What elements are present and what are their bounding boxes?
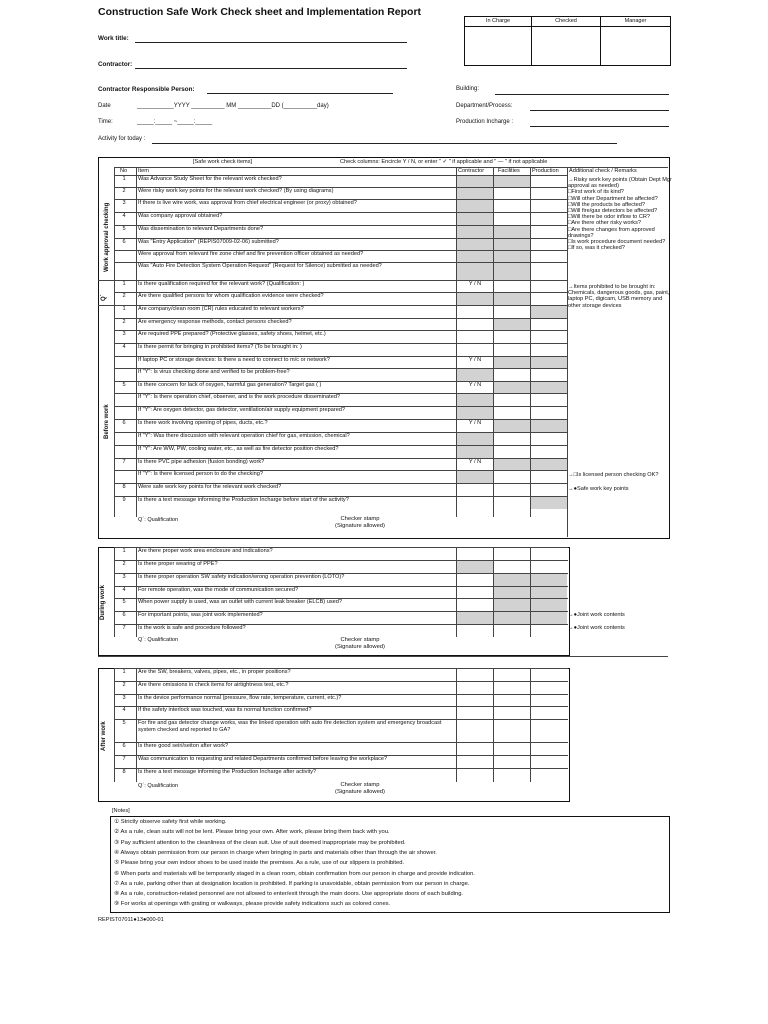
before-contractor-check-cell[interactable] xyxy=(457,331,493,343)
before-production-check-cell[interactable] xyxy=(531,471,567,483)
before-production-check-cell[interactable] xyxy=(531,176,567,187)
after-row-number: 6 xyxy=(122,743,126,749)
after-row-number: 7 xyxy=(122,756,126,762)
before-production-check-cell[interactable] xyxy=(531,497,567,509)
before-production-check-cell[interactable] xyxy=(531,213,567,225)
remarks-prohibited: →Items prohibited to be brought in: Chemicals, dangerous goods, gas, paint, laptop PC, digicam, USB memory and other storage devices xyxy=(568,284,670,309)
contractor-label: Contractor: xyxy=(98,61,133,68)
before-row-text: Were approval from relevant fire zone chief and fire prevention officer obtained as needed? xyxy=(138,251,364,257)
before-row-number: 7 xyxy=(122,459,126,465)
before-row-number: 6 xyxy=(122,420,126,426)
before-production-check-cell[interactable] xyxy=(531,226,567,238)
note-item: ⑦ As a rule, parking other than at designation location is prohibited. If parking is unavoidable, obtain permission from our person in charge. xyxy=(114,880,470,887)
during-production-check-cell[interactable] xyxy=(531,561,567,573)
before-row-text: If "Y": Is there operation chief, observer, and is the work procedure disseminated? xyxy=(138,394,341,400)
before-production-check-cell[interactable] xyxy=(531,188,567,199)
after-contractor-check-cell[interactable] xyxy=(457,769,493,781)
during-facilities-check-cell[interactable] xyxy=(494,574,530,586)
department-field[interactable] xyxy=(530,110,669,111)
notes-title: [Notes] xyxy=(112,808,130,814)
after-contractor-check-cell[interactable] xyxy=(457,695,493,706)
during-row-number: 5 xyxy=(122,599,126,605)
before-facilities-check-cell[interactable] xyxy=(494,306,530,318)
during-facilities-check-cell[interactable] xyxy=(494,599,530,611)
after-contractor-check-cell[interactable] xyxy=(457,707,493,719)
stamp-checked: Checked xyxy=(532,17,600,27)
before-facilities-check-cell[interactable] xyxy=(494,369,530,381)
during-facilities-check-cell[interactable] xyxy=(494,587,530,598)
before-facilities-check-cell[interactable] xyxy=(494,394,530,406)
during-production-check-cell[interactable] xyxy=(531,625,567,637)
before-production-check-cell[interactable] xyxy=(531,420,567,432)
after-facilities-check-cell[interactable] xyxy=(494,707,530,719)
before-row-text: If "Y": Are oxygen detector, gas detector, ventilation/air supply equipment prepared? xyxy=(138,407,346,413)
before-facilities-check-cell[interactable] xyxy=(494,331,530,343)
before-facilities-check-cell[interactable] xyxy=(494,420,530,432)
after-contractor-check-cell[interactable] xyxy=(457,669,493,681)
before-contractor-check-cell[interactable] xyxy=(457,293,493,305)
col-remarks: Additional check / Remarks xyxy=(569,168,637,174)
after-row-text: Was communication to requesting and related Departments confirmed before leaving the workplace? xyxy=(138,756,388,762)
before-facilities-check-cell[interactable] xyxy=(494,484,530,496)
time-label: Time: xyxy=(98,119,113,125)
remarks-licensed: →□Is licensed person checking OK? xyxy=(568,472,659,478)
before-contractor-check-cell[interactable] xyxy=(457,407,493,419)
before-production-check-cell[interactable] xyxy=(531,281,567,292)
section-during: During work xyxy=(100,584,106,620)
after-facilities-check-cell[interactable] xyxy=(494,743,530,755)
before-contractor-check-cell[interactable] xyxy=(457,188,493,199)
during-production-check-cell[interactable] xyxy=(531,587,567,598)
during-contractor-check-cell[interactable] xyxy=(457,599,493,611)
during-row-number: 1 xyxy=(122,548,126,554)
work-title-label: Work title: xyxy=(98,35,129,42)
before-row-number: 1 xyxy=(122,176,126,182)
before-row-text: If "Y": Are WW, PW, cooling water, etc., as well as fire detector position checked? xyxy=(138,446,339,452)
before-yes-no-selector[interactable]: Y / N xyxy=(468,382,482,388)
before-contractor-check-cell[interactable] xyxy=(457,497,493,509)
before-row-number: 2 xyxy=(122,293,126,299)
note-item: ⑧ As a rule, construction-related personnel are not allowed to enter/exit through the main doors. Use appropriate doors of each building. xyxy=(114,891,464,898)
after-row-text: Are there omissions in check items for airtightness test, etc.? xyxy=(138,682,289,688)
before-row-number: 4 xyxy=(122,344,126,350)
after-row-number: 8 xyxy=(122,769,126,775)
during-facilities-check-cell[interactable] xyxy=(494,561,530,573)
before-row-text: Were risky work key points for the relevant work checked? (By using diagrams) xyxy=(138,188,334,194)
note-item: ⑨ For works at openings with grating or walkways, please provide safety indications such as colored cones. xyxy=(114,901,391,908)
before-row-number: 5 xyxy=(122,226,126,232)
before-row-number: 2 xyxy=(122,319,126,325)
after-row-text: If the safety interlock was touched, was its normal function confirmed? xyxy=(138,707,312,713)
before-contractor-check-cell[interactable] xyxy=(457,344,493,356)
before-facilities-check-cell[interactable] xyxy=(494,357,530,368)
section-before: Before work xyxy=(104,404,110,439)
section-after: After work xyxy=(101,721,107,751)
before-facilities-check-cell[interactable] xyxy=(494,471,530,483)
note-item: ② As a rule, clean suits will not be lent. Please bring your own. After work, please bring them back with you. xyxy=(114,829,390,836)
after-row-number: 4 xyxy=(122,707,126,713)
section-qualification: Q´ xyxy=(101,294,107,301)
note-item: ③ Pay sufficient attention to the cleanliness of the clean suit. Use of suit deemed inappropriate may be prohibited. xyxy=(114,839,406,846)
qualification-note-1: Q´: Qualification xyxy=(138,517,179,523)
during-row-number: 7 xyxy=(122,625,126,631)
before-row-text: Is there qualification required for the relevant work? (Qualification: ) xyxy=(138,281,305,287)
before-row-number: 2 xyxy=(122,188,126,194)
after-contractor-check-cell[interactable] xyxy=(457,720,493,742)
before-contractor-check-cell[interactable] xyxy=(457,263,493,280)
before-yes-no-selector[interactable]: Y / N xyxy=(468,281,482,287)
before-row-number: 1 xyxy=(122,306,126,312)
before-row-text: If "Y": Was there discussion with relevant operation chief for gas, emission, chemical? xyxy=(138,433,350,439)
before-production-check-cell[interactable] xyxy=(531,369,567,381)
during-row-number: 3 xyxy=(122,574,126,580)
before-row-text: Is there work involving opening of pipes, ducts, etc.? xyxy=(138,420,268,426)
production-incharge-label: Production Incharge : xyxy=(456,119,514,125)
after-production-check-cell[interactable] xyxy=(531,720,567,742)
before-contractor-check-cell[interactable] xyxy=(457,200,493,212)
columns-caption: Check columns: Encircle Y / N, or enter " ✓ " if applicable and " — " if not applicable xyxy=(340,159,548,165)
after-row-text: Are the SW, breakers, valves, pipes, etc., in proper positions? xyxy=(138,669,291,675)
col-no: No xyxy=(120,168,128,174)
during-facilities-check-cell[interactable] xyxy=(494,625,530,637)
stamp-manager: Manager xyxy=(601,17,670,27)
before-facilities-check-cell[interactable] xyxy=(494,319,530,330)
date-label: Date xyxy=(98,103,111,109)
before-production-check-cell[interactable] xyxy=(531,263,567,280)
during-contractor-check-cell[interactable] xyxy=(457,625,493,637)
after-row-text: Is there a text message informing the Production Incharge after activity? xyxy=(138,769,317,775)
remarks-approval: →Risky work key points (Obtain Dept Mgr approval as needed) □First work of its kind? □Will other Department be affected? □Will the products be affected? □Will fire/gas detectors be affected? □Will there be odor inflow to CR? □Are there other risky works? □Are there changes from approved drawings? □Is work procedure document needed? □If so, was it checked? xyxy=(568,177,672,252)
before-row-text: If "Y": Is there licensed person to do the checking? xyxy=(138,471,263,477)
during-row-text: Are there proper work area enclosure and indications? xyxy=(138,548,273,554)
before-production-check-cell[interactable] xyxy=(531,331,567,343)
building-field[interactable] xyxy=(495,94,669,95)
qualification-note-2: Q´: Qualification xyxy=(138,637,179,643)
before-contractor-check-cell[interactable] xyxy=(457,176,493,187)
after-production-check-cell[interactable] xyxy=(531,743,567,755)
before-production-check-cell[interactable] xyxy=(531,484,567,496)
during-contractor-check-cell[interactable] xyxy=(457,574,493,586)
before-row-text: If "Y": Is virus checking done and verified to be problem-free? xyxy=(138,369,290,375)
remarks-joint-1: →●Joint work contents xyxy=(568,612,625,618)
before-production-check-cell[interactable] xyxy=(531,357,567,368)
before-row-text: Is there permit for bringing in prohibited items? (To be brought in: ) xyxy=(138,344,302,350)
before-row-text: Is there a text message informing the Production Incharge before start of the activity? xyxy=(138,497,349,503)
after-production-check-cell[interactable] xyxy=(531,756,567,768)
after-row-number: 1 xyxy=(122,669,126,675)
before-row-text: Are company/clean room (CR) rules educated to relevant workers? xyxy=(138,306,304,312)
before-production-check-cell[interactable] xyxy=(531,239,567,250)
before-row-text: Was Advance Study Sheet for the relevant work checked? xyxy=(138,176,282,182)
document-title: Construction Safe Work Check sheet and Implementation Report xyxy=(98,6,422,18)
during-contractor-check-cell[interactable] xyxy=(457,587,493,598)
before-row-number: 8 xyxy=(122,484,126,490)
before-contractor-check-cell[interactable] xyxy=(457,471,493,483)
before-facilities-check-cell[interactable] xyxy=(494,446,530,458)
col-production: Production xyxy=(532,168,559,174)
before-contractor-check-cell[interactable] xyxy=(457,213,493,225)
before-production-check-cell[interactable] xyxy=(531,344,567,356)
before-row-text: Is there PVC pipe adhesion (fusion bonding) work? xyxy=(138,459,265,465)
during-row-number: 6 xyxy=(122,612,126,618)
during-facilities-check-cell[interactable] xyxy=(494,548,530,560)
before-row-number: 3 xyxy=(122,200,126,206)
before-row-text: Are required PPE prepared? (Protective glasses, safety shoes, helmet, etc.) xyxy=(138,331,326,337)
before-facilities-check-cell[interactable] xyxy=(494,251,530,262)
before-row-text: Are emergency response methods, contact persons checked? xyxy=(138,319,292,325)
after-contractor-check-cell[interactable] xyxy=(457,682,493,694)
after-production-check-cell[interactable] xyxy=(531,695,567,706)
responsible-person-field[interactable] xyxy=(207,93,393,94)
before-production-check-cell[interactable] xyxy=(531,293,567,305)
production-incharge-field[interactable] xyxy=(530,126,669,127)
before-contractor-check-cell[interactable] xyxy=(457,226,493,238)
before-facilities-check-cell[interactable] xyxy=(494,200,530,212)
after-facilities-check-cell[interactable] xyxy=(494,682,530,694)
before-row-text: Was "Auto Fire Detection System Operation Request" (Request for Silence) submitted as needed? xyxy=(138,263,382,269)
remarks-safe-points: →●Safe work key points xyxy=(568,486,629,492)
during-contractor-check-cell[interactable] xyxy=(457,548,493,560)
before-contractor-check-cell[interactable] xyxy=(457,394,493,406)
before-row-text: If laptop PC or storage devices: Is there a need to connect to m/c or network? xyxy=(138,357,330,363)
before-row-number: 1 xyxy=(122,281,126,287)
before-production-check-cell[interactable] xyxy=(531,459,567,470)
time-field[interactable]: _____:_____ ~_____:_____ xyxy=(137,119,213,125)
before-row-text: Is there concern for lack of oxygen, harmful gas generation? Target gas ( ) xyxy=(138,382,322,388)
notes-box xyxy=(110,816,670,913)
before-row-text: Are there qualified persons for whom qualification evidence were checked? xyxy=(138,293,324,299)
after-contractor-check-cell[interactable] xyxy=(457,743,493,755)
after-row-text: For fire and gas detector change works, was the linked operation with auto fire detection system and emergency broadcast system checked and reported to GA? xyxy=(138,720,442,733)
before-row-text: If there is live wire work, was approval from chief electrical engineer (or proxy) obtained? xyxy=(138,200,357,206)
before-row-text: Were safe work key points for the relevant work checked? xyxy=(138,484,282,490)
before-production-check-cell[interactable] xyxy=(531,251,567,262)
before-facilities-check-cell[interactable] xyxy=(494,213,530,225)
before-contractor-check-cell[interactable] xyxy=(457,484,493,496)
before-production-check-cell[interactable] xyxy=(531,382,567,393)
before-facilities-check-cell[interactable] xyxy=(494,382,530,393)
remarks-joint-2: →●Joint work contents xyxy=(568,625,625,631)
during-row-number: 4 xyxy=(122,587,126,593)
checker-stamp-2: Checker stamp (Signature allowed) xyxy=(335,637,385,650)
before-contractor-check-cell[interactable] xyxy=(457,319,493,330)
after-production-check-cell[interactable] xyxy=(531,769,567,781)
document-code: REPIST07011●13●000-01 xyxy=(98,917,164,923)
stamp-in-charge: In Charge xyxy=(465,17,531,27)
before-production-check-cell[interactable] xyxy=(531,446,567,458)
before-yes-no-selector[interactable]: Y / N xyxy=(468,420,482,426)
during-facilities-check-cell[interactable] xyxy=(494,612,530,624)
after-production-check-cell[interactable] xyxy=(531,682,567,694)
before-facilities-check-cell[interactable] xyxy=(494,497,530,509)
before-row-number: 3 xyxy=(122,331,126,337)
after-row-text: Is there good seiri/seiton after work? xyxy=(138,743,229,749)
during-contractor-check-cell[interactable] xyxy=(457,561,493,573)
qualification-note-3: Q´: Qualification xyxy=(138,783,179,789)
after-facilities-check-cell[interactable] xyxy=(494,769,530,781)
during-row-text: For remote operation, was the mode of communication secured? xyxy=(138,587,299,593)
before-production-check-cell[interactable] xyxy=(531,433,567,445)
checker-stamp-3: Checker stamp (Signature allowed) xyxy=(335,782,385,795)
during-production-check-cell[interactable] xyxy=(531,574,567,586)
before-contractor-check-cell[interactable] xyxy=(457,306,493,318)
before-production-check-cell[interactable] xyxy=(531,394,567,406)
contractor-field[interactable] xyxy=(135,68,407,69)
section-approval: Work approval checking xyxy=(104,202,110,272)
before-row-number: 5 xyxy=(122,382,126,388)
before-row-text: Was "Entry Application" (REPIS07009-02-06) submitted? xyxy=(138,239,279,245)
after-facilities-check-cell[interactable] xyxy=(494,720,530,742)
responsible-person-label: Contractor Responsible Person: xyxy=(98,86,195,93)
department-label: Department/Process: xyxy=(456,103,513,109)
after-facilities-check-cell[interactable] xyxy=(494,756,530,768)
after-row-number: 5 xyxy=(122,720,126,726)
before-facilities-check-cell[interactable] xyxy=(494,459,530,470)
during-row-text: When power supply is used, was an outlet with current leak breaker (ELCB) used? xyxy=(138,599,342,605)
after-production-check-cell[interactable] xyxy=(531,707,567,719)
before-contractor-check-cell[interactable] xyxy=(457,239,493,250)
during-row-text: Is the work is safe and procedure followed? xyxy=(138,625,246,631)
after-row-number: 3 xyxy=(122,695,126,701)
after-production-check-cell[interactable] xyxy=(531,669,567,681)
during-row-text: Is there proper wearing of PPE? xyxy=(138,561,218,567)
checker-stamp-1: Checker stamp (Signature allowed) xyxy=(335,516,385,529)
before-facilities-check-cell[interactable] xyxy=(494,293,530,305)
before-contractor-check-cell[interactable] xyxy=(457,433,493,445)
during-row-number: 2 xyxy=(122,561,126,567)
before-production-check-cell[interactable] xyxy=(531,319,567,330)
after-facilities-check-cell[interactable] xyxy=(494,669,530,681)
col-contractor: Contractor xyxy=(458,168,485,174)
before-facilities-check-cell[interactable] xyxy=(494,407,530,419)
before-row-number: 6 xyxy=(122,239,126,245)
before-row-number: 4 xyxy=(122,213,126,219)
before-production-check-cell[interactable] xyxy=(531,407,567,419)
during-production-check-cell[interactable] xyxy=(531,548,567,560)
approval-stamp-boxes xyxy=(464,16,671,66)
during-contractor-check-cell[interactable] xyxy=(457,612,493,624)
note-item: ⑤ Please bring your own indoor shoes to be used inside the premises. As a rule, use of our slippers is prohibited. xyxy=(114,860,405,867)
before-facilities-check-cell[interactable] xyxy=(494,281,530,292)
before-facilities-check-cell[interactable] xyxy=(494,226,530,238)
during-row-text: Is there proper operation SW safety indication/wrong operation prevention (LOTO)? xyxy=(138,574,345,580)
before-contractor-check-cell[interactable] xyxy=(457,251,493,262)
before-row-number: 9 xyxy=(122,497,126,503)
date-field[interactable]: ___________YYYY __________ MM __________DD (__________day) xyxy=(137,103,329,109)
after-facilities-check-cell[interactable] xyxy=(494,695,530,706)
note-item: ① Strictly observe safety first while working. xyxy=(114,819,227,825)
after-row-text: Is the device performance normal (pressure, flow rate, temperature, current, etc.)? xyxy=(138,695,342,701)
col-facilities: Facilities xyxy=(498,168,520,174)
activity-label: Activity for today : xyxy=(98,136,146,142)
during-row-text: For important points, was joint work implemented? xyxy=(138,612,263,618)
before-facilities-check-cell[interactable] xyxy=(494,263,530,280)
before-facilities-check-cell[interactable] xyxy=(494,176,530,187)
activity-field[interactable] xyxy=(152,143,617,144)
before-yes-no-selector[interactable]: Y / N xyxy=(468,357,482,363)
before-row-text: Was company approval obtained? xyxy=(138,213,223,219)
work-title-field[interactable] xyxy=(135,42,407,43)
items-caption: [Safe work check items] xyxy=(193,159,253,165)
before-contractor-check-cell[interactable] xyxy=(457,446,493,458)
before-contractor-check-cell[interactable] xyxy=(457,369,493,381)
before-production-check-cell[interactable] xyxy=(531,306,567,318)
note-item: ⑥ When parts and materials will be temporarily staged in a clean room, obtain confirmation from our person in charge and provide indication. xyxy=(114,870,475,877)
before-facilities-check-cell[interactable] xyxy=(494,344,530,356)
before-facilities-check-cell[interactable] xyxy=(494,188,530,199)
before-yes-no-selector[interactable]: Y / N xyxy=(468,459,482,465)
after-contractor-check-cell[interactable] xyxy=(457,756,493,768)
before-facilities-check-cell[interactable] xyxy=(494,239,530,250)
before-row-text: Was dissemination to relevant Departments done? xyxy=(138,226,264,232)
col-item: Item xyxy=(138,168,149,174)
before-facilities-check-cell[interactable] xyxy=(494,433,530,445)
during-production-check-cell[interactable] xyxy=(531,612,567,624)
before-production-check-cell[interactable] xyxy=(531,200,567,212)
note-item: ④ Always obtain permission from our person in charge when bringing in parts and materials other than through the air shower. xyxy=(114,849,437,856)
building-label: Building: xyxy=(456,86,480,92)
after-row-number: 2 xyxy=(122,682,126,688)
during-production-check-cell[interactable] xyxy=(531,599,567,611)
